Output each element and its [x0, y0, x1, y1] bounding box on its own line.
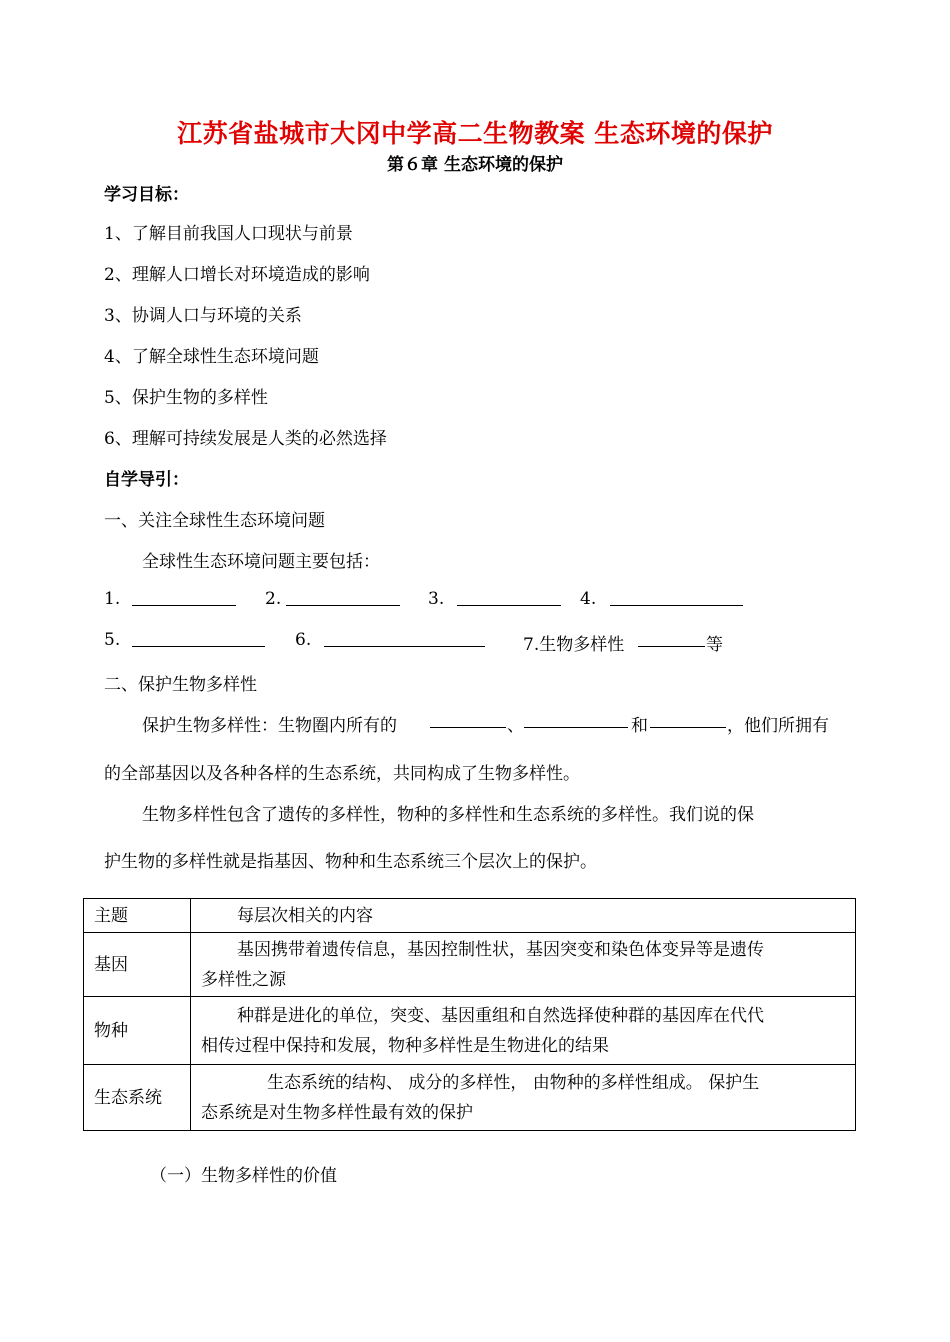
content-line: 基因携带着遗传信息，基因控制性状，基因突变和染色体变异等是遗传 — [237, 939, 764, 960]
table-row — [84, 997, 856, 1065]
objective-item: 4、了解全球性生态环境问题 — [104, 347, 319, 367]
blank-label: 6. — [295, 630, 312, 650]
objective-item: 6、理解可持续发展是人类的必然选择 — [104, 429, 387, 449]
table-cell-content — [191, 997, 856, 1065]
objective-item: 5、保护生物的多样性 — [104, 388, 268, 408]
definition-text: 保护生物多样性：生物圈内所有的 — [142, 716, 397, 736]
table-header-row — [84, 899, 856, 933]
fill-blank[interactable] — [286, 588, 400, 606]
fill-blank[interactable] — [430, 710, 506, 728]
table-header-cell: 主题 — [84, 899, 191, 933]
table-cell-topic: 物种 — [84, 997, 191, 1065]
fill-blank[interactable] — [610, 588, 743, 606]
definition-text: 的全部基因以及各种各样的生态系统，共同构成了生物多样性。 — [104, 764, 580, 784]
blank-label: 7.生物多样性 — [523, 635, 625, 655]
fill-blank[interactable] — [638, 629, 705, 647]
table-cell-topic: 生态系统 — [84, 1065, 191, 1131]
table-row — [84, 933, 856, 997]
blank-label: 4. — [580, 589, 597, 609]
content-line: 态系统是对生物多样性最有效的保护 — [201, 1102, 473, 1123]
paragraph-text: 生物多样性包含了遗传的多样性，物种的多样性和生态系统的多样性。我们说的保 — [142, 805, 754, 825]
and-text: 和 — [631, 716, 648, 736]
biodiversity-levels-table — [83, 898, 856, 1131]
content-line: 多样性之源 — [201, 969, 286, 990]
table-header-cell — [191, 899, 856, 933]
table-header-text: 每层次相关的内容 — [237, 905, 373, 926]
blank-label: 5. — [104, 630, 121, 650]
fill-blank[interactable] — [324, 629, 485, 647]
fill-blank[interactable] — [132, 588, 236, 606]
objective-item: 3、协调人口与环境的关系 — [104, 306, 302, 326]
blank-label: 1. — [104, 589, 121, 609]
objectives-heading: 学习目标： — [104, 185, 189, 205]
table-cell-content — [191, 1065, 856, 1131]
chapter-title: 第６章 生态环境的保护 — [387, 155, 563, 175]
fill-blank[interactable] — [132, 629, 265, 647]
section-title: 一、关注全球性生态环境问题 — [104, 511, 325, 531]
fill-blank[interactable] — [524, 710, 628, 728]
definition-text: ，他们所拥有 — [727, 716, 829, 736]
blank-suffix: 等 — [706, 635, 723, 655]
objective-item: 2、理解人口增长对环境造成的影响 — [104, 265, 370, 285]
content-line: 种群是进化的单位，突变、基因重组和自然选择使种群的基因库在代代 — [237, 1005, 764, 1026]
separator-text: 、 — [507, 716, 524, 736]
table-cell-content — [191, 933, 856, 997]
paragraph-text: 护生物的多样性就是指基因、物种和生态系统三个层次上的保护。 — [104, 852, 597, 872]
fill-blank[interactable] — [650, 710, 726, 728]
content-line: 相传过程中保持和发展，物种多样性是生物进化的结果 — [201, 1035, 609, 1056]
table-row — [84, 1065, 856, 1131]
section-intro: 全球性生态环境问题主要包括： — [142, 552, 380, 572]
fill-blank[interactable] — [457, 588, 561, 606]
content-line: 生态系统的结构、 成分的多样性， 由物种的多样性组成。 保护生 — [267, 1072, 760, 1093]
objective-item: 1、了解目前我国人口现状与前景 — [104, 224, 353, 244]
blank-label: 2. — [265, 589, 282, 609]
guide-heading: 自学导引： — [104, 470, 189, 490]
table-cell-topic: 基因 — [84, 933, 191, 997]
page-title: 江苏省盐城市大冈中学高二生物教案 生态环境的保护 — [177, 119, 773, 148]
section-title: 二、保护生物多样性 — [104, 675, 257, 695]
blank-label: 3. — [428, 589, 445, 609]
section-title: （一）生物多样性的价值 — [150, 1166, 337, 1186]
